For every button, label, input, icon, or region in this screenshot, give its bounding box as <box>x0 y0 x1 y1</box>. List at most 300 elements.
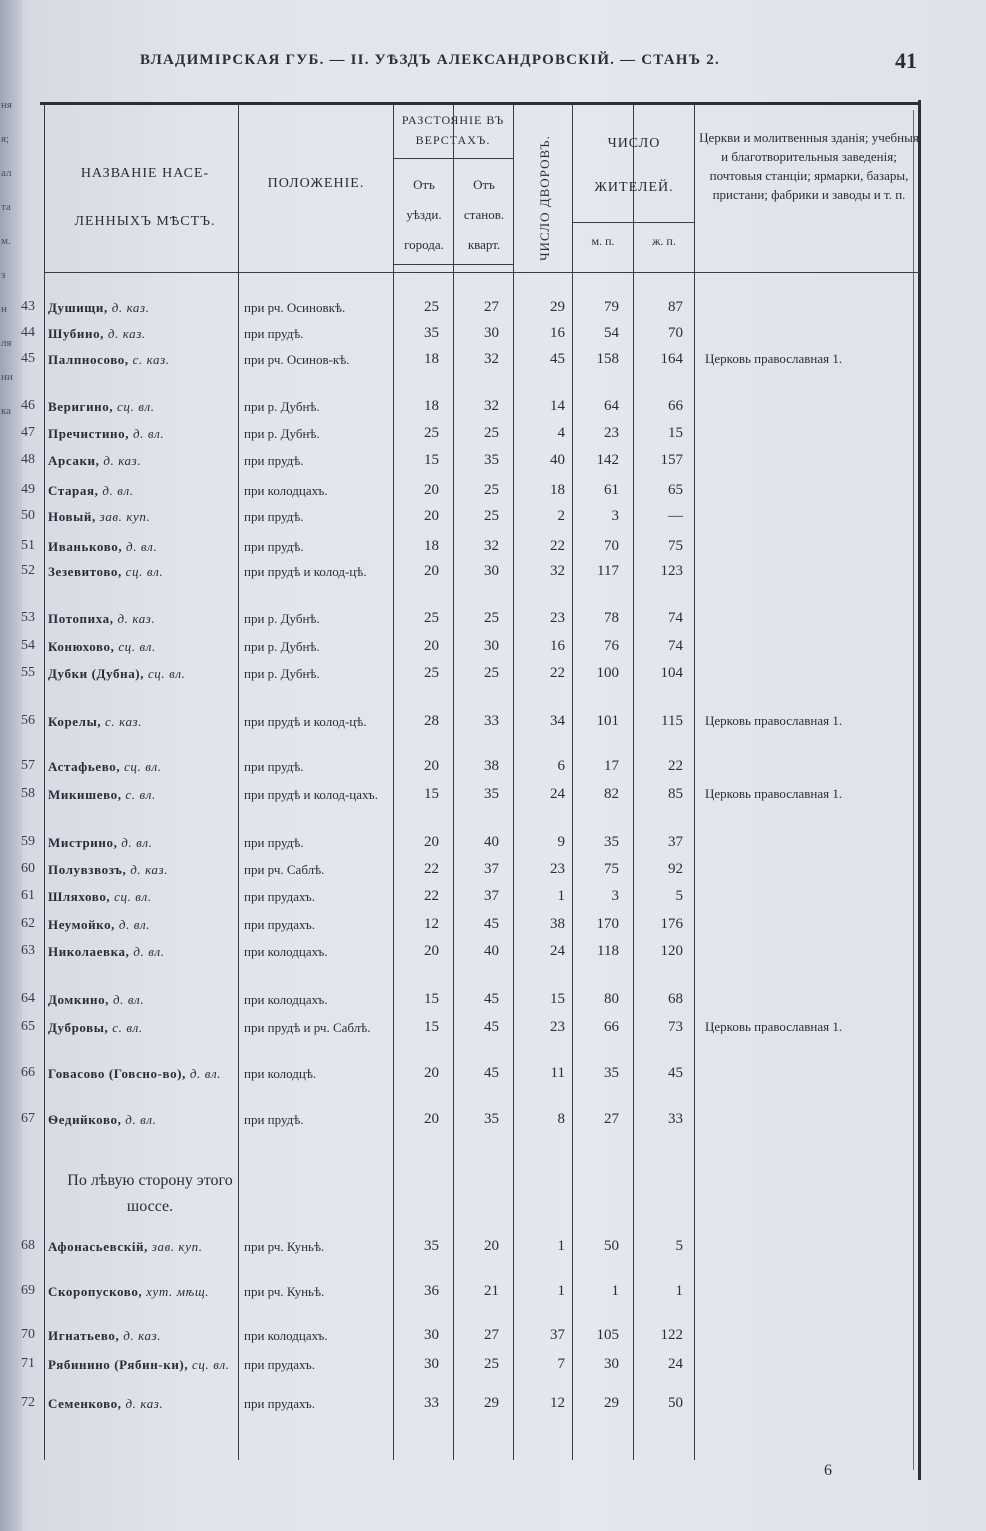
distance-town: 25 <box>424 425 439 441</box>
distance-stan: 38 <box>484 758 499 774</box>
place-type: д. вл. <box>133 944 165 959</box>
distance-town: 33 <box>424 1395 439 1411</box>
place-name: Неумойко, д. вл. <box>48 917 151 932</box>
female-count: 176 <box>660 916 683 932</box>
yards-count: 24 <box>550 943 565 959</box>
place-name: Корелы, с. каз. <box>48 714 143 729</box>
female-count: 73 <box>668 1019 683 1035</box>
place-name: Говасово (Говсно-во), д. вл. <box>48 1066 222 1081</box>
facing-page-fragment: ка <box>1 405 12 417</box>
column-header-distance-stan: Отъ станов. кварт. <box>463 177 505 252</box>
facing-page-fragment: та <box>1 201 11 213</box>
facing-page-fragment: ля <box>1 337 12 349</box>
position: при колодцахъ. <box>244 944 328 959</box>
place-name: Николаевка, д. вл. <box>48 944 165 959</box>
distance-stan: 25 <box>484 482 499 498</box>
row-number: 62 <box>21 916 35 931</box>
position: при прудѣ и колод-цѣ. <box>244 564 367 579</box>
place-name: Скоропусково, хут. мѣщ. <box>48 1284 210 1299</box>
distance-stan: 30 <box>484 638 499 654</box>
header-rule <box>393 158 513 159</box>
row-number: 44 <box>21 325 35 340</box>
distance-town: 35 <box>424 325 439 341</box>
header-rule <box>44 272 920 273</box>
place-name: Домкино, д. вл. <box>48 992 145 1007</box>
position: при прудахъ. <box>244 1396 315 1411</box>
place-name: Шубино, д. каз. <box>48 326 146 341</box>
yards-count: 8 <box>557 1111 565 1127</box>
row-number: 57 <box>21 758 35 773</box>
female-count: 120 <box>660 943 683 959</box>
column-rule <box>572 104 573 1460</box>
female-count: 157 <box>660 452 683 468</box>
place-type: д. каз. <box>107 326 146 341</box>
place-name: Потопиха, д. каз. <box>48 611 156 626</box>
distance-town: 20 <box>424 1065 439 1081</box>
place-name: Зезевитово, сц. вл. <box>48 564 164 579</box>
facing-page-fragment: ни <box>1 371 13 383</box>
distance-stan: 45 <box>484 991 499 1007</box>
distance-town: 20 <box>424 482 439 498</box>
position: при прудахъ. <box>244 917 315 932</box>
yards-count: 38 <box>550 916 565 932</box>
female-count: 37 <box>668 834 683 850</box>
table-row <box>0 324 986 344</box>
row-number: 55 <box>21 665 35 680</box>
place-type: д. каз. <box>111 300 150 315</box>
distance-town: 22 <box>424 861 439 877</box>
position: при прудѣ. <box>244 326 304 341</box>
table-row <box>0 1326 986 1346</box>
male-count: 158 <box>596 351 619 367</box>
yards-count: 2 <box>557 508 565 524</box>
row-number: 63 <box>21 943 35 958</box>
table-row <box>0 942 986 962</box>
distance-town: 28 <box>424 713 439 729</box>
distance-stan: 40 <box>484 834 499 850</box>
place-type: с. вл. <box>112 1020 143 1035</box>
section-subheading: По лѣвую сторону этого шоссе. <box>67 1172 233 1215</box>
distance-town: 20 <box>424 943 439 959</box>
column-header-inhabitants: ЧИСЛО ЖИТЕЛЕЙ. <box>594 136 674 195</box>
male-count: 79 <box>604 299 619 315</box>
distance-town: 18 <box>424 351 439 367</box>
position: при прудѣ. <box>244 539 304 554</box>
yards-count: 7 <box>557 1356 565 1372</box>
row-number: 47 <box>21 425 35 440</box>
yards-count: 14 <box>550 398 565 414</box>
column-rule <box>633 104 634 1460</box>
table-row <box>0 481 986 501</box>
table-row <box>0 451 986 471</box>
distance-stan: 32 <box>484 398 499 414</box>
place-name: Пречистино, д. вл. <box>48 426 165 441</box>
table-row <box>0 397 986 417</box>
male-count: 23 <box>604 425 619 441</box>
yards-count: 37 <box>550 1327 565 1343</box>
distance-stan: 21 <box>484 1283 499 1299</box>
distance-town: 20 <box>424 508 439 524</box>
church-note: Церковь православная 1. <box>705 1019 843 1034</box>
female-count: 45 <box>668 1065 683 1081</box>
place-name: Полувзвозъ, д. каз. <box>48 862 169 877</box>
table-row <box>0 424 986 444</box>
place-type: сц. вл. <box>147 666 186 681</box>
place-name: Афонасьевскій, зав. куп. <box>48 1239 203 1254</box>
column-rule <box>453 104 454 1460</box>
church-note: Церковь православная 1. <box>705 351 843 366</box>
yards-count: 40 <box>550 452 565 468</box>
female-count: 70 <box>668 325 683 341</box>
place-type: д. каз. <box>123 1328 162 1343</box>
place-name: Душищи, д. каз. <box>48 300 150 315</box>
distance-stan: 37 <box>484 888 499 904</box>
place-type: д. вл. <box>125 1112 157 1127</box>
distance-town: 35 <box>424 1238 439 1254</box>
male-count: 35 <box>604 834 619 850</box>
facing-page-fragment: ал <box>1 167 12 179</box>
place-type: д. вл. <box>121 835 153 850</box>
male-count: 66 <box>604 1019 619 1035</box>
position: при колодцѣ. <box>244 1066 317 1081</box>
female-count: 104 <box>660 665 683 681</box>
distance-town: 15 <box>424 786 439 802</box>
position: при прудѣ. <box>244 1112 304 1127</box>
table-row <box>0 298 986 318</box>
male-count: 75 <box>604 861 619 877</box>
column-header-distance: РАЗСТОЯНІЕ ВЪ ВЕРСТАХЪ. <box>401 113 505 147</box>
table-row <box>0 860 986 880</box>
male-count: 3 <box>611 888 619 904</box>
male-count: 17 <box>604 758 619 774</box>
row-number: 56 <box>21 713 35 728</box>
row-number: 71 <box>21 1356 35 1371</box>
place-type: д. вл. <box>112 992 145 1007</box>
place-type: сц. вл. <box>114 889 152 904</box>
place-name: Новый, зав. куп. <box>48 509 151 524</box>
yards-count: 18 <box>550 482 565 498</box>
table-row <box>0 785 986 805</box>
yards-count: 15 <box>550 991 565 1007</box>
male-count: 117 <box>597 563 619 579</box>
distance-town: 20 <box>424 563 439 579</box>
facing-page-fragment: н <box>1 303 7 315</box>
header-rule <box>572 222 694 223</box>
column-header-name: НАЗВАНІЕ НАСЕ-ЛЕННЫХЪ МѢСТЪ. <box>74 166 216 229</box>
position: при рч. Куньѣ. <box>244 1239 325 1254</box>
table-row <box>0 757 986 777</box>
signature-mark: 6 <box>824 1462 832 1479</box>
male-count: 70 <box>604 538 619 554</box>
distance-stan: 25 <box>484 508 499 524</box>
distance-stan: 35 <box>484 1111 499 1127</box>
place-name: Арсаки, д. каз. <box>48 453 142 468</box>
female-count: 122 <box>660 1327 683 1343</box>
position: при прудѣ и колод-цахъ. <box>244 787 379 802</box>
distance-stan: 20 <box>484 1238 499 1254</box>
female-count: 92 <box>668 861 683 877</box>
place-type: сц. вл. <box>124 759 162 774</box>
distance-stan: 27 <box>484 1327 499 1343</box>
position: при рч. Саблѣ. <box>244 862 325 877</box>
row-number: 59 <box>21 834 35 849</box>
yards-count: 22 <box>550 538 565 554</box>
place-type: сц. вл. <box>117 399 155 414</box>
female-count: 15 <box>668 425 683 441</box>
table-row <box>0 1237 986 1257</box>
row-number: 60 <box>21 861 35 876</box>
distance-stan: 29 <box>484 1395 499 1411</box>
female-count: 85 <box>668 786 683 802</box>
distance-town: 15 <box>424 452 439 468</box>
column-header-churches: Церкви и молитвенныя зданія; учебныя и благотворительныя заведенія; почтовыя станціи; ярмарки, базары, пристани; фабрики и заводы и т. п. <box>699 130 919 202</box>
yards-count: 1 <box>557 888 565 904</box>
place-name: Старая, д. вл. <box>48 483 134 498</box>
distance-stan: 27 <box>484 299 499 315</box>
male-count: 76 <box>604 638 619 654</box>
male-count: 30 <box>604 1356 619 1372</box>
place-type: с. вл. <box>125 787 156 802</box>
distance-town: 15 <box>424 1019 439 1035</box>
row-number: 51 <box>21 538 35 553</box>
distance-stan: 40 <box>484 943 499 959</box>
male-count: 170 <box>596 916 619 932</box>
distance-stan: 30 <box>484 563 499 579</box>
distance-town: 20 <box>424 1111 439 1127</box>
female-count: 33 <box>668 1111 683 1127</box>
place-type: зав. куп. <box>99 509 151 524</box>
place-type: сц. вл. <box>118 639 156 654</box>
place-name: Палпносово, с. каз. <box>48 352 170 367</box>
male-count: 29 <box>604 1395 619 1411</box>
table-row <box>0 1355 986 1375</box>
header-rule <box>393 264 513 265</box>
column-rule <box>44 104 45 1460</box>
table-row <box>0 350 986 370</box>
female-count: 164 <box>660 351 683 367</box>
table-row <box>0 1394 986 1414</box>
female-count: 66 <box>668 398 683 414</box>
place-name: Семенково, д. каз. <box>48 1396 164 1411</box>
male-count: 105 <box>596 1327 619 1343</box>
distance-town: 22 <box>424 888 439 904</box>
distance-town: 20 <box>424 638 439 654</box>
row-number: 65 <box>21 1019 35 1034</box>
column-header-position: ПОЛОЖЕНІЕ. <box>267 176 365 191</box>
distance-town: 30 <box>424 1356 439 1372</box>
distance-town: 36 <box>424 1283 439 1299</box>
position: при рч. Осиновкѣ. <box>244 300 346 315</box>
position: при р. Дубнѣ. <box>244 399 320 414</box>
yards-count: 22 <box>550 665 565 681</box>
place-type: д. вл. <box>102 483 134 498</box>
distance-stan: 30 <box>484 325 499 341</box>
male-count: 54 <box>604 325 619 341</box>
running-title: ВЛАДИМІРСКАЯ ГУБ. — II. УѢЗДЪ АЛЕКСАНДРОВСКІЙ. — СТАНЪ 2. <box>140 52 720 68</box>
place-name: Игнатьево, д. каз. <box>48 1328 162 1343</box>
female-count: 87 <box>668 299 683 315</box>
place-name: Иваньково, д. вл. <box>48 539 158 554</box>
place-type: сц. вл. <box>192 1357 230 1372</box>
place-name: Дубровы, с. вл. <box>48 1020 143 1035</box>
row-number: 72 <box>21 1395 35 1410</box>
place-name: Дубки (Дубна), сц. вл. <box>48 666 186 681</box>
male-count: 101 <box>596 713 619 729</box>
male-count: 142 <box>596 452 619 468</box>
yards-count: 29 <box>550 299 565 315</box>
distance-stan: 35 <box>484 786 499 802</box>
female-count: 115 <box>661 713 683 729</box>
church-note: Церковь православная 1. <box>705 786 843 801</box>
place-type: с. каз. <box>132 352 170 367</box>
place-type: д. вл. <box>126 539 158 554</box>
male-count: 50 <box>604 1238 619 1254</box>
female-count: 50 <box>668 1395 683 1411</box>
yards-count: 9 <box>557 834 565 850</box>
female-count: 65 <box>668 482 683 498</box>
column-header-yards: ЧИСЛО ДВОРОВЪ. <box>537 135 552 261</box>
distance-stan: 32 <box>484 351 499 367</box>
table-row <box>0 915 986 935</box>
female-count: 1 <box>675 1283 683 1299</box>
table-row <box>0 833 986 853</box>
male-count: 64 <box>604 398 619 414</box>
yards-count: 34 <box>550 713 565 729</box>
table-row <box>0 1064 986 1084</box>
distance-stan: 25 <box>484 665 499 681</box>
yards-count: 23 <box>550 1019 565 1035</box>
female-count: 68 <box>668 991 683 1007</box>
distance-stan: 25 <box>484 1356 499 1372</box>
position: при р. Дубнѣ. <box>244 611 320 626</box>
male-count: 78 <box>604 610 619 626</box>
male-count: 118 <box>597 943 619 959</box>
place-type: д. каз. <box>103 453 142 468</box>
yards-count: 23 <box>550 610 565 626</box>
female-count: 24 <box>668 1356 683 1372</box>
distance-town: 20 <box>424 758 439 774</box>
facing-page-fragment: ня <box>1 99 12 111</box>
position: при прудѣ. <box>244 453 304 468</box>
column-rule <box>393 104 394 1460</box>
place-name: Астафьево, сц. вл. <box>48 759 162 774</box>
male-count: 82 <box>604 786 619 802</box>
place-name: Рябинино (Рябин-ки), сц. вл. <box>48 1357 230 1372</box>
row-number: 45 <box>21 351 35 366</box>
place-type: д. каз. <box>130 862 169 877</box>
table-row <box>0 507 986 527</box>
facing-page-fragment: я; <box>1 133 10 145</box>
place-type: сц. вл. <box>125 564 164 579</box>
column-rule <box>694 104 695 1460</box>
facing-page-fragment: м. <box>1 235 11 247</box>
position: при прудѣ. <box>244 759 304 774</box>
position: при р. Дубнѣ. <box>244 639 320 654</box>
distance-stan: 35 <box>484 452 499 468</box>
distance-stan: 45 <box>484 1019 499 1035</box>
distance-stan: 32 <box>484 538 499 554</box>
row-number: 64 <box>21 991 35 1006</box>
table-row <box>0 637 986 657</box>
male-count: 35 <box>604 1065 619 1081</box>
position: при рч. Куньѣ. <box>244 1284 325 1299</box>
male-count: 80 <box>604 991 619 1007</box>
table-row <box>0 1110 986 1130</box>
column-header-male: м. п. <box>591 234 615 248</box>
facing-page-fragment: з <box>1 269 6 281</box>
distance-town: 12 <box>424 916 439 932</box>
distance-stan: 37 <box>484 861 499 877</box>
female-count: — <box>668 508 683 524</box>
row-number: 52 <box>21 563 35 578</box>
female-count: 123 <box>660 563 683 579</box>
distance-town: 18 <box>424 538 439 554</box>
yards-count: 32 <box>550 563 565 579</box>
table-row <box>0 887 986 907</box>
row-number: 49 <box>21 482 35 497</box>
table-row <box>0 1282 986 1302</box>
church-note: Церковь православная 1. <box>705 713 843 728</box>
position: при прудахъ. <box>244 889 315 904</box>
place-type: с. каз. <box>105 714 143 729</box>
place-type: д. вл. <box>118 917 151 932</box>
table-row <box>0 990 986 1010</box>
place-name: Веригино, сц. вл. <box>48 399 155 414</box>
female-count: 75 <box>668 538 683 554</box>
distance-town: 25 <box>424 610 439 626</box>
place-type: д. каз. <box>125 1396 164 1411</box>
row-number: 43 <box>21 299 35 314</box>
male-count: 61 <box>604 482 619 498</box>
distance-town: 18 <box>424 398 439 414</box>
yards-count: 45 <box>550 351 565 367</box>
place-name: Шляхово, сц. вл. <box>48 889 152 904</box>
distance-town: 25 <box>424 299 439 315</box>
row-number: 46 <box>21 398 35 413</box>
row-number: 67 <box>21 1111 35 1126</box>
yards-count: 24 <box>550 786 565 802</box>
table-row <box>0 1018 986 1038</box>
place-name: Микишево, с. вл. <box>48 787 156 802</box>
yards-count: 4 <box>557 425 565 441</box>
row-number: 54 <box>21 638 35 653</box>
male-count: 3 <box>611 508 619 524</box>
column-rule <box>513 104 514 1460</box>
place-name: Мистрино, д. вл. <box>48 835 153 850</box>
row-number: 61 <box>21 888 35 903</box>
female-count: 22 <box>668 758 683 774</box>
position: при колодцахъ. <box>244 1328 328 1343</box>
yards-count: 11 <box>550 1065 565 1081</box>
column-header-distance-town: Отъ уѣзди. города. <box>404 177 444 252</box>
row-number: 69 <box>21 1283 35 1298</box>
yards-count: 1 <box>557 1238 565 1254</box>
position: при р. Дубнѣ. <box>244 666 320 681</box>
place-type: д. вл. <box>132 426 165 441</box>
page-number: 41 <box>895 48 917 73</box>
table-row <box>0 664 986 684</box>
row-number: 48 <box>21 452 35 467</box>
position: при прудѣ и рч. Саблѣ. <box>244 1020 371 1035</box>
row-number: 66 <box>21 1065 35 1080</box>
male-count: 27 <box>604 1111 619 1127</box>
place-type: д. вл. <box>189 1066 222 1081</box>
distance-stan: 45 <box>484 916 499 932</box>
place-type: хут. мѣщ. <box>146 1284 210 1299</box>
position: при прудѣ. <box>244 835 304 850</box>
table-row <box>0 562 986 582</box>
yards-count: 16 <box>550 325 565 341</box>
